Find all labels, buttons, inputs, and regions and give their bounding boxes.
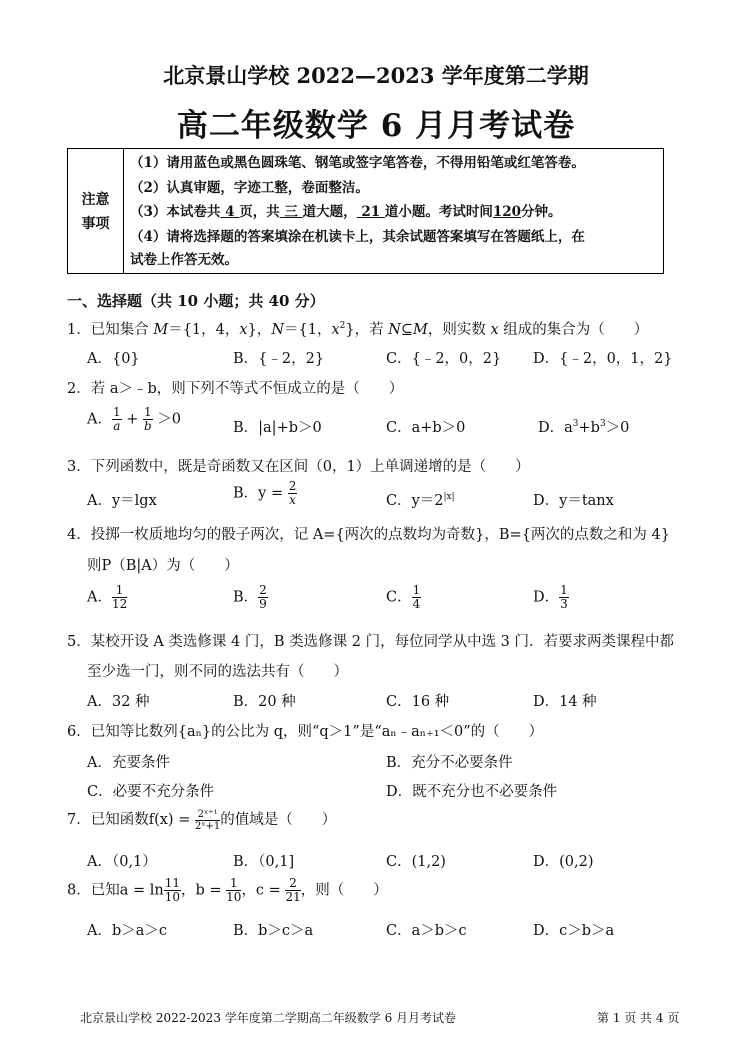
q8-option-c: C．a＞b＞c <box>386 923 467 939</box>
question-5-stem-line2: 至少选一门，则不同的选法共有（ ） <box>87 664 348 680</box>
question-2-stem: 2．若 a＞﹣b，则下列不等式不恒成立的是（ ） <box>67 381 404 397</box>
q4-option-b: B． $\frac{2}{9}$ <box>233 583 267 611</box>
q1-option-b: B．{﹣2，2} <box>233 351 325 367</box>
question-8-stem: 8．已知a = ln $\frac{11}{10}$ ，b = $\frac{1}{10}$ ，c = $\frac{2}{21}$ ，则（ ） <box>67 876 388 904</box>
notice-label-line1: 注意 <box>81 192 110 208</box>
question-4-stem-line1: 4．投掷一枚质地均匀的骰子两次，记 A={两次的点数均为奇数}，B={两次的点数之和为 4} <box>67 527 670 543</box>
q2-option-d: D．$a^3+b^3>0$ <box>538 419 630 436</box>
notice-item-4-line2: 试卷上作答无效。 <box>130 252 238 268</box>
notice-item-1: （1）请用蓝色或黑色圆珠笔、钢笔或签字笔答卷，不得用铅笔或红笔答卷。 <box>130 155 585 171</box>
exam-time: 120 <box>492 204 522 220</box>
notice-label-line2: 事项 <box>81 216 110 232</box>
q5-option-c: C．16 种 <box>386 694 450 710</box>
q2-option-c: C．a+b＞0 <box>386 420 466 436</box>
question-5-stem-line1: 5．某校开设 A 类选修课 4 门，B 类选修课 2 门，每位同学从中选 3 门．若要求两类课程中都 <box>67 634 675 650</box>
q7-option-d: D．(0,2) <box>533 854 594 870</box>
question-3-stem: 3．下列函数中，既是奇函数又在区间（0，1）上单调递增的是（ ） <box>67 459 530 475</box>
question-4-stem-line2: 则P（B|A）为（ ） <box>87 558 239 574</box>
q3-option-d: D．y＝tanx <box>533 493 614 509</box>
q3-option-b: B．y = $\frac{2}{x}$ <box>233 479 297 507</box>
q3-option-a: A．y＝lgx <box>87 493 157 509</box>
notice-item-3: （3）本试卷共 4 页，共 三 道大题， 21 道小题。考试时间120分钟。 <box>130 204 562 220</box>
q6-option-a: A．充要条件 <box>87 755 170 771</box>
q7-option-a: A．（0,1） <box>87 854 157 870</box>
notice-item-3-text: （3）本试卷共 <box>130 204 221 220</box>
q8-option-d: D．c＞b＞a <box>533 923 615 939</box>
page-number: 第 1 页 共 4 页 <box>597 1011 680 1025</box>
exam-title: 高二年级数学 6 月月考试卷 <box>176 108 576 144</box>
notice-item-4-line1: （4）请将选择题的答案填涂在机读卡上，其余试题答案填写在答题纸上，在 <box>130 229 585 245</box>
school-header: 北京景山学校 2022—2023 学年度第二学期 <box>163 63 589 88</box>
q4-option-c: C． $\frac{1}{4}$ <box>386 583 421 611</box>
q2-option-a: A． $\frac{1}{a}$ + $\frac{1}{b}$ ＞0 <box>87 405 181 433</box>
q6-option-b: B．充分不必要条件 <box>386 755 513 771</box>
notice-item-2: （2）认真审题，字迹工整，卷面整洁。 <box>130 180 369 196</box>
q7-option-c: C．(1,2) <box>386 854 446 870</box>
q3-option-c: C．$y=2^{|x|}$ <box>386 492 455 509</box>
footer-title: 北京景山学校 2022-2023 学年度第二学期高二年级数学 6 月月考试卷 <box>80 1011 457 1025</box>
q4-option-d: D． $\frac{1}{3}$ <box>533 583 568 611</box>
q5-option-b: B．20 种 <box>233 694 296 710</box>
q1-option-c: C．{﹣2，0，2} <box>386 351 502 367</box>
question-7-stem: 7．已知函数f(x) = $\frac{\text{2ˣ⁺¹}}{\text{2ˣ+1}}$ 的值域是（ ） <box>67 808 337 832</box>
q8-option-b: B．b＞c＞a <box>233 923 314 939</box>
q6-option-c: C．必要不充分条件 <box>87 784 215 800</box>
section-count: 三 <box>284 204 298 220</box>
q1-option-a: A．{0} <box>87 351 140 367</box>
q5-option-d: D．14 种 <box>533 694 597 710</box>
page-count: 4 <box>225 204 235 220</box>
q8-option-a: A．b＞a＞c <box>87 923 168 939</box>
notice-box <box>67 148 664 274</box>
q1-option-d: D．{﹣2，0，1，2} <box>533 351 673 367</box>
question-6-stem: 6．已知等比数列{aₙ}的公比为 q，则“q＞1”是“aₙ﹣aₙ₊₁＜0”的（ ） <box>67 724 544 740</box>
q2-option-b: B．|a|+b＞0 <box>233 420 322 436</box>
question-1-stem: 1．已知集合 M＝{1，4，x}，N＝{1，$x^2$}，若 N⊆M，则实数 x 组成的集合为（ ） <box>67 321 649 338</box>
section-heading: 一、选择题（共 10 小题；共 40 分） <box>67 292 325 310</box>
question-count: 21 <box>361 204 381 220</box>
notice-label-cell <box>68 149 124 273</box>
q6-option-d: D．既不充分也不必要条件 <box>386 784 558 800</box>
q7-option-b: B．（0,1] <box>233 854 295 870</box>
q4-option-a: A． $\frac{1}{12}$ <box>87 583 128 611</box>
q5-option-a: A．32 种 <box>87 694 150 710</box>
